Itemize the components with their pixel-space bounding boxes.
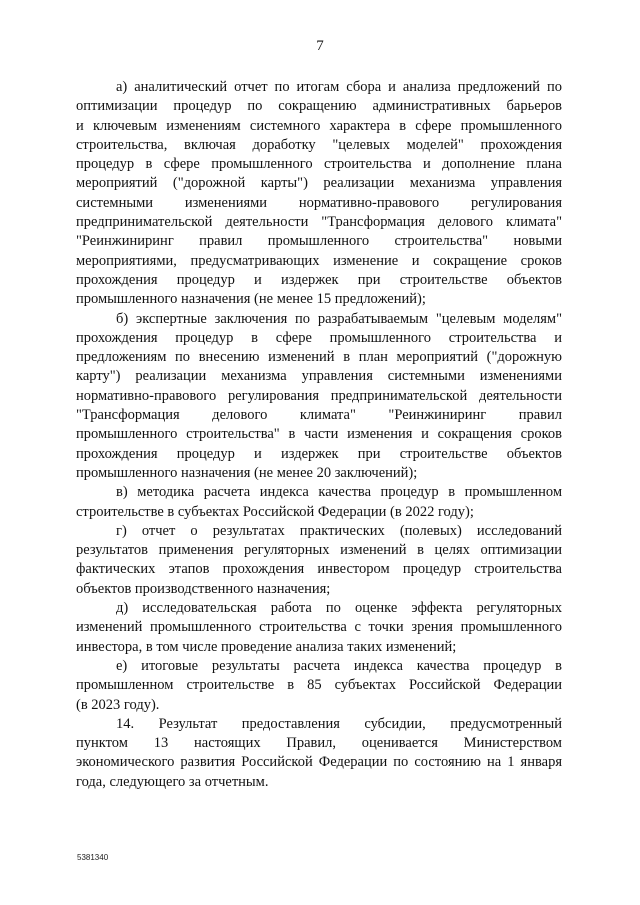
text-line: промышленном строительстве в 85 субъектах Российской Федерации bbox=[76, 677, 562, 694]
document-code: 5381340 bbox=[77, 853, 109, 862]
text-line: строительства, включая доработку "целевых моделей" прохождения bbox=[76, 136, 562, 153]
text-line: нормативно-правового регулирования предпринимательской деятельности bbox=[76, 387, 562, 404]
text-line: года, следующего за отчетным. bbox=[76, 773, 269, 790]
text-line: предложениям по внесению изменений в план мероприятий ("дорожную bbox=[76, 349, 562, 366]
text-line: пунктом 13 настоящих Правил, оценивается Министерством bbox=[76, 735, 562, 752]
text-line: 14. Результат предоставления субсидии, предусмотренный bbox=[116, 715, 562, 732]
paragraph-v bbox=[76, 483, 562, 522]
paragraph-a bbox=[76, 78, 562, 310]
page-number: 7 bbox=[316, 38, 324, 54]
text-line: г) отчет о результатах практических (полевых) исследований bbox=[116, 522, 562, 539]
paragraph-e bbox=[76, 657, 562, 715]
text-line: "Трансформация делового климата" "Реинжиниринг правил bbox=[76, 407, 562, 424]
text-line: промышленного назначения (не менее 15 предложений); bbox=[76, 291, 426, 308]
text-line: е) итоговые результаты расчета индекса качества процедур в bbox=[116, 657, 562, 674]
text-line: в) методика расчета индекса качества процедур в промышленном bbox=[116, 484, 562, 501]
text-line: мероприятий ("дорожной карты") реализации механизма управления bbox=[76, 175, 562, 192]
text-line: д) исследовательская работа по оценке эффекта регуляторных bbox=[116, 600, 562, 617]
text-line: б) экспертные заключения по разрабатываемым "целевым моделям" bbox=[116, 310, 562, 327]
text-line: прохождения процедур в сфере промышленного строительства и bbox=[76, 329, 562, 346]
paragraph-g bbox=[76, 522, 562, 599]
text-line: объектов производственного назначения; bbox=[76, 580, 331, 597]
text-line: промышленного строительства" в части изменения и сокращения сроков bbox=[76, 426, 562, 443]
text-line: предпринимательской деятельности "Трансформация делового климата" bbox=[76, 214, 562, 231]
text-line: системными изменениями нормативно-правового регулирования bbox=[76, 194, 562, 211]
text-line: (в 2023 году). bbox=[76, 696, 160, 713]
text-line: карту") реализации механизма управления системными изменениями bbox=[76, 368, 562, 385]
text-line: а) аналитический отчет по итогам сбора и анализа предложений по bbox=[116, 79, 562, 95]
text-line: фактических этапов прохождения инвестором процедур строительства bbox=[76, 561, 562, 578]
text-line: "Реинжиниринг правил промышленного строительства" новыми bbox=[76, 233, 562, 250]
paragraph-b bbox=[76, 310, 562, 484]
text-line: процедур в сфере промышленного строительства и дополнение плана bbox=[76, 156, 562, 173]
text-line: и ключевым изменениям системного характера в сфере промышленного bbox=[76, 117, 562, 134]
text-line: прохождения процедур и издержек при строительстве объектов bbox=[76, 271, 562, 288]
text-line: изменений промышленного строительства с точки зрения промышленного bbox=[76, 619, 562, 636]
paragraph-d bbox=[76, 599, 562, 657]
text-line: экономического развития Российской Федерации по состоянию на 1 января bbox=[76, 754, 562, 771]
text-line: оптимизации процедур по сокращению административных барьеров bbox=[76, 98, 562, 115]
text-line: результатов применения регуляторных изменений в целях оптимизации bbox=[76, 542, 562, 559]
document-body bbox=[76, 78, 562, 792]
text-line: мероприятиями, предусматривающих изменение и сокращение сроков bbox=[76, 252, 562, 269]
text-line: прохождения процедур и издержек при строительстве объектов bbox=[76, 445, 562, 462]
paragraph-14 bbox=[76, 715, 562, 792]
text-line: промышленного назначения (не менее 20 заключений); bbox=[76, 464, 418, 481]
text-line: инвестора, в том числе проведение анализа таких изменений; bbox=[76, 638, 457, 655]
text-line: строительстве в субъектах Российской Федерации (в 2022 году); bbox=[76, 503, 474, 520]
